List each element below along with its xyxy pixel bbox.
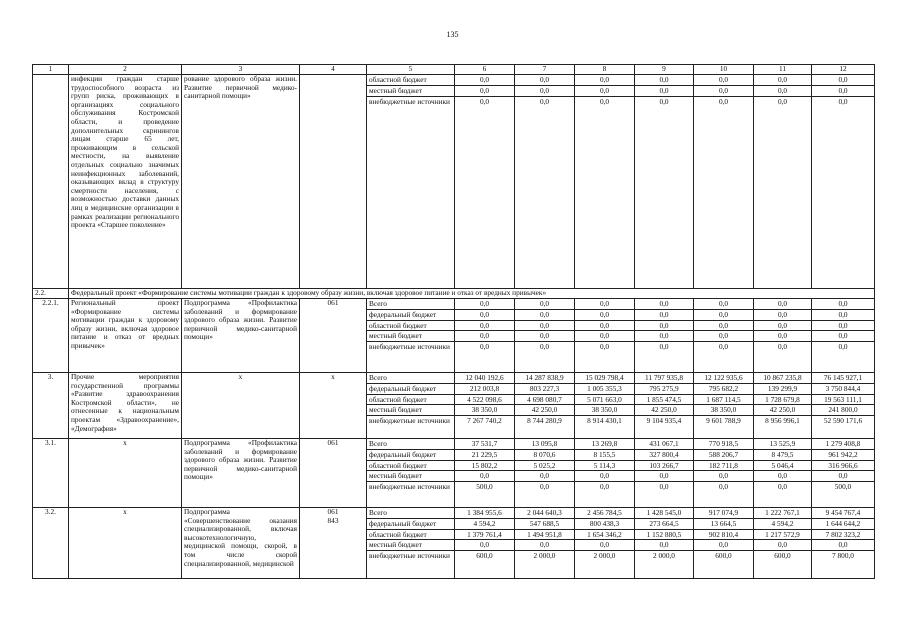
value-cell: 12 040 192,6 bbox=[455, 373, 514, 384]
value-cell: 0,0 bbox=[539, 342, 550, 352]
year-values bbox=[812, 439, 875, 508]
year-values bbox=[455, 508, 515, 579]
funding-source-label: областной бюджет bbox=[367, 530, 454, 541]
value-cell: 7 800,0 bbox=[832, 551, 854, 561]
header-cell: 5 bbox=[367, 65, 455, 75]
value-cell: 0,0 bbox=[575, 471, 634, 482]
value-cell: 1 384 955,6 bbox=[455, 508, 514, 519]
value-cell: 0,0 bbox=[659, 342, 669, 352]
header-cell: 1 bbox=[33, 65, 69, 75]
value-cell: 1 654 346,2 bbox=[575, 530, 634, 541]
value-cell: 21 229,5 bbox=[455, 450, 514, 461]
value-cell: 37 531,7 bbox=[455, 439, 514, 450]
value-cell: 0,0 bbox=[694, 310, 753, 321]
value-cell: 0,0 bbox=[455, 321, 514, 332]
value-cell: 1 279 408,8 bbox=[812, 439, 874, 450]
value-cell: 2 456 784,5 bbox=[575, 508, 634, 519]
value-cell: 0,0 bbox=[777, 482, 788, 492]
row-number bbox=[33, 75, 69, 289]
value-cell: 4 594,2 bbox=[455, 519, 514, 530]
value-cell: 0,0 bbox=[812, 331, 874, 342]
value-cell: 0,0 bbox=[515, 331, 574, 342]
value-cell: 8 479,5 bbox=[754, 450, 811, 461]
value-cell: 9 104 935,4 bbox=[646, 416, 682, 426]
funding-source-label: внебюджетные источники bbox=[369, 482, 450, 492]
value-cell: 0,0 bbox=[838, 342, 848, 352]
year-values bbox=[575, 373, 635, 439]
year-values bbox=[812, 373, 875, 439]
value-cell: 795 275,9 bbox=[635, 384, 693, 395]
value-cell: 8 744 280,9 bbox=[527, 416, 562, 426]
funding-source-label: Всего bbox=[367, 373, 454, 384]
header-cell: 6 bbox=[455, 65, 515, 75]
header-cell: 10 bbox=[694, 65, 754, 75]
value-cell: 0,0 bbox=[635, 331, 693, 342]
year-values bbox=[754, 75, 812, 289]
funding-sources bbox=[367, 373, 455, 439]
program-name: Подпрограмма «Профилактика заболеваний и формирование здорового образа жизни. Развитие первичной медико-санитарной помощи» bbox=[182, 439, 300, 508]
value-cell: 0,0 bbox=[694, 471, 753, 482]
budget-code bbox=[300, 75, 367, 289]
program-name: рование здорового образа жизни. Развитие первичной медико-санитарной помощи» bbox=[182, 75, 300, 289]
year-values bbox=[694, 508, 754, 579]
value-cell: 2 044 640,3 bbox=[515, 508, 574, 519]
value-cell: 327 800,4 bbox=[635, 450, 693, 461]
value-cell: 9 454 767,4 bbox=[812, 508, 874, 519]
value-cell: 0,0 bbox=[838, 96, 848, 106]
value-cell: 38 350,0 bbox=[455, 405, 514, 416]
program-row bbox=[33, 508, 875, 579]
value-cell: 0,0 bbox=[635, 310, 693, 321]
year-values bbox=[575, 439, 635, 508]
value-cell: 0,0 bbox=[455, 471, 514, 482]
value-cell: 0,0 bbox=[754, 540, 811, 551]
funding-source-label: внебюджетные источники bbox=[369, 96, 450, 106]
value-cell: 8 956 996,1 bbox=[765, 416, 800, 426]
value-cell: 1 687 114,5 bbox=[694, 395, 753, 406]
year-values bbox=[515, 373, 575, 439]
year-values bbox=[455, 75, 515, 289]
value-cell: 0,0 bbox=[812, 75, 874, 86]
value-cell: 316 966,6 bbox=[812, 461, 874, 472]
funding-sources bbox=[367, 299, 455, 373]
value-cell: 0,0 bbox=[575, 86, 634, 97]
value-cell: 3 750 844,4 bbox=[812, 384, 874, 395]
value-cell: 14 287 838,9 bbox=[515, 373, 574, 384]
value-cell: 0,0 bbox=[635, 86, 693, 97]
value-cell: 0,0 bbox=[455, 75, 514, 86]
value-cell: 961 942,2 bbox=[812, 450, 874, 461]
header-cell: 9 bbox=[635, 65, 694, 75]
budget-code: х bbox=[300, 373, 367, 439]
funding-source-label: местный бюджет bbox=[367, 86, 454, 97]
federal-project-title: Федеральный проект «Формирование системы мотивации граждан к здоровому образу жизни, включая здоровое питание и отказ от вредных привычек» bbox=[69, 289, 875, 299]
value-cell: 12 122 935,6 bbox=[694, 373, 753, 384]
funding-source-label: внебюджетные источники bbox=[369, 342, 450, 352]
year-values bbox=[754, 299, 812, 373]
value-cell: 0,0 bbox=[754, 299, 811, 310]
value-cell: 0,0 bbox=[754, 471, 811, 482]
year-values bbox=[812, 299, 875, 373]
year-values bbox=[455, 299, 515, 373]
value-cell: 770 918,5 bbox=[694, 439, 753, 450]
value-cell: 4 698 080,7 bbox=[515, 395, 574, 406]
value-cell: 0,0 bbox=[515, 75, 574, 86]
measure-name: инфекции граждан старше трудоспособного возраста из групп риска, проживающих в организациях социального обслуживания Костромской области, и проведение дополнительных скринингов лицам старше 65 лет, проживающим в сельской местности, на выявление отдельных социально значимых неинфекционных заболеваний, оказывающих вклад в структуру смертности населения, с возможностью доставки данных лиц в медицинские организации в рамках реализации регионального проекта «Старшее поколение» bbox=[69, 75, 182, 289]
value-cell: 38 350,0 bbox=[694, 405, 753, 416]
measure-name: Прочие мероприятия государственной программы «Развитие здравоохранения Костромской области», не отнесенные к национальным проектам «Здравоохранение», «Демография» bbox=[69, 373, 182, 439]
value-cell: 0,0 bbox=[515, 310, 574, 321]
federal-project-row bbox=[33, 289, 875, 299]
value-cell: 0,0 bbox=[659, 482, 669, 492]
value-cell: 0,0 bbox=[575, 321, 634, 332]
value-cell: 795 682,2 bbox=[694, 384, 753, 395]
value-cell: 5 025,2 bbox=[515, 461, 574, 472]
value-cell: 547 688,5 bbox=[515, 519, 574, 530]
value-cell: 902 810,4 bbox=[694, 530, 753, 541]
value-cell: 0,0 bbox=[812, 310, 874, 321]
value-cell: 0,0 bbox=[694, 540, 753, 551]
value-cell: 42 250,0 bbox=[635, 405, 693, 416]
value-cell: 0,0 bbox=[718, 96, 729, 106]
value-cell: 13 525,9 bbox=[754, 439, 811, 450]
value-cell: 13 095,8 bbox=[515, 439, 574, 450]
funding-source-label: внебюджетные источники bbox=[369, 551, 450, 561]
value-cell: 2 000,0 bbox=[653, 551, 675, 561]
value-cell: 1 217 572,9 bbox=[754, 530, 811, 541]
value-cell: 600,0 bbox=[774, 551, 791, 561]
year-values bbox=[635, 299, 694, 373]
year-values bbox=[635, 439, 694, 508]
year-values bbox=[812, 508, 875, 579]
funding-sources bbox=[367, 439, 455, 508]
value-cell: 15 029 798,4 bbox=[575, 373, 634, 384]
value-cell: 1 728 679,8 bbox=[754, 395, 811, 406]
funding-sources bbox=[367, 508, 455, 579]
value-cell: 9 601 788,9 bbox=[706, 416, 741, 426]
value-cell: 0,0 bbox=[694, 86, 753, 97]
value-cell: 8 155,5 bbox=[575, 450, 634, 461]
value-cell: 0,0 bbox=[599, 342, 610, 352]
value-cell: 0,0 bbox=[575, 331, 634, 342]
value-cell: 11 797 935,8 bbox=[635, 373, 693, 384]
funding-source-label: местный бюджет bbox=[367, 471, 454, 482]
value-cell: 241 800,0 bbox=[812, 405, 874, 416]
year-values bbox=[515, 75, 575, 289]
value-cell: 1 152 880,5 bbox=[635, 530, 693, 541]
value-cell: 0,0 bbox=[479, 342, 490, 352]
funding-source-label: областной бюджет bbox=[367, 395, 454, 406]
value-cell: 5 046,4 bbox=[754, 461, 811, 472]
year-values bbox=[635, 373, 694, 439]
value-cell: 0,0 bbox=[812, 321, 874, 332]
value-cell: 7 267 740,2 bbox=[467, 416, 502, 426]
column-number-row bbox=[33, 65, 875, 75]
budget-code: 061 bbox=[300, 439, 367, 508]
program-row bbox=[33, 439, 875, 508]
value-cell: 0,0 bbox=[812, 86, 874, 97]
row-number: 3.2. bbox=[33, 508, 69, 579]
value-cell: 0,0 bbox=[635, 471, 693, 482]
value-cell: 431 067,1 bbox=[635, 439, 693, 450]
value-cell: 0,0 bbox=[455, 540, 514, 551]
value-cell: 0,0 bbox=[515, 86, 574, 97]
value-cell: 0,0 bbox=[635, 75, 693, 86]
value-cell: 0,0 bbox=[694, 321, 753, 332]
year-values bbox=[455, 373, 515, 439]
value-cell: 0,0 bbox=[455, 299, 514, 310]
funding-source-label: федеральный бюджет bbox=[367, 519, 454, 530]
value-cell: 0,0 bbox=[812, 471, 874, 482]
value-cell: 0,0 bbox=[515, 540, 574, 551]
program-row bbox=[33, 299, 875, 373]
budget-code: 061 843 bbox=[300, 508, 367, 579]
funding-source-label: внебюджетные источники bbox=[369, 416, 450, 426]
header-cell: 11 bbox=[754, 65, 812, 75]
value-cell: 273 664,5 bbox=[635, 519, 693, 530]
row-number: 2.2. bbox=[33, 289, 69, 299]
program-name: х bbox=[182, 373, 300, 439]
year-values bbox=[455, 439, 515, 508]
year-values bbox=[754, 439, 812, 508]
funding-sources bbox=[367, 75, 455, 289]
program-name: Подпрограмма «Совершенствование оказания специализированной, включая высокотехнологичную, медицинской помощи, скорой, в том числе скорой специализированной, медицинской bbox=[182, 508, 300, 579]
value-cell: 0,0 bbox=[754, 75, 811, 86]
value-cell: 139 299,9 bbox=[754, 384, 811, 395]
funding-source-label: Всего bbox=[367, 439, 454, 450]
funding-source-label: областной бюджет bbox=[367, 321, 454, 332]
value-cell: 600,0 bbox=[715, 551, 732, 561]
header-cell: 2 bbox=[69, 65, 182, 75]
value-cell: 1 428 545,0 bbox=[635, 508, 693, 519]
value-cell: 0,0 bbox=[455, 331, 514, 342]
value-cell: 0,0 bbox=[777, 96, 788, 106]
value-cell: 0,0 bbox=[575, 75, 634, 86]
value-cell: 1 222 767,1 bbox=[754, 508, 811, 519]
value-cell: 500,0 bbox=[834, 482, 852, 492]
value-cell: 212 003,8 bbox=[455, 384, 514, 395]
value-cell: 8 914 430,1 bbox=[587, 416, 622, 426]
value-cell: 800 438,3 bbox=[575, 519, 634, 530]
funding-source-label: Всего bbox=[367, 299, 454, 310]
year-values bbox=[575, 299, 635, 373]
year-values bbox=[754, 373, 812, 439]
funding-source-label: Всего bbox=[367, 508, 454, 519]
value-cell: 0,0 bbox=[694, 299, 753, 310]
value-cell: 0,0 bbox=[659, 96, 669, 106]
budget-table bbox=[32, 64, 875, 579]
year-values bbox=[694, 299, 754, 373]
year-values bbox=[575, 508, 635, 579]
year-values bbox=[812, 75, 875, 289]
value-cell: 1 855 474,5 bbox=[635, 395, 693, 406]
row-number: 3. bbox=[33, 373, 69, 439]
year-values bbox=[515, 508, 575, 579]
measure-name: х bbox=[69, 508, 182, 579]
value-cell: 0,0 bbox=[539, 96, 550, 106]
value-cell: 0,0 bbox=[718, 342, 729, 352]
value-cell: 0,0 bbox=[754, 310, 811, 321]
funding-source-label: местный бюджет bbox=[367, 405, 454, 416]
funding-source-label: федеральный бюджет bbox=[367, 384, 454, 395]
value-cell: 42 250,0 bbox=[754, 405, 811, 416]
value-cell: 917 074,9 bbox=[694, 508, 753, 519]
header-cell: 12 bbox=[812, 65, 875, 75]
value-cell: 0,0 bbox=[694, 75, 753, 86]
value-cell: 0,0 bbox=[599, 482, 610, 492]
value-cell: 76 145 927,1 bbox=[812, 373, 874, 384]
value-cell: 0,0 bbox=[694, 331, 753, 342]
year-values bbox=[515, 439, 575, 508]
year-values bbox=[635, 75, 694, 289]
year-values bbox=[635, 508, 694, 579]
value-cell: 0,0 bbox=[812, 299, 874, 310]
value-cell: 4 522 098,6 bbox=[455, 395, 514, 406]
header-cell: 3 bbox=[182, 65, 300, 75]
measure-name: Региональный проект «Формирование системы мотивации граждан к здоровому образу жизни, включая здоровое питание и отказ от вредных привычек» bbox=[69, 299, 182, 373]
value-cell: 5 114,3 bbox=[575, 461, 634, 472]
value-cell: 0,0 bbox=[635, 540, 693, 551]
year-values bbox=[575, 75, 635, 289]
value-cell: 0,0 bbox=[515, 321, 574, 332]
value-cell: 4 594,2 bbox=[754, 519, 811, 530]
funding-source-label: местный бюджет bbox=[367, 540, 454, 551]
value-cell: 0,0 bbox=[575, 299, 634, 310]
value-cell: 103 266,7 bbox=[635, 461, 693, 472]
program-name: Подпрограмма «Профилактика заболеваний и формирование здорового образа жизни. Развитие первичной медико-санитарной помощи» bbox=[182, 299, 300, 373]
value-cell: 15 802,2 bbox=[455, 461, 514, 472]
funding-source-label: местный бюджет bbox=[367, 331, 454, 342]
value-cell: 0,0 bbox=[599, 96, 610, 106]
value-cell: 1 644 644,2 bbox=[812, 519, 874, 530]
value-cell: 13 664,5 bbox=[694, 519, 753, 530]
year-values bbox=[754, 508, 812, 579]
value-cell: 1 494 951,8 bbox=[515, 530, 574, 541]
year-values bbox=[515, 299, 575, 373]
value-cell: 2 000,0 bbox=[533, 551, 556, 561]
year-values bbox=[694, 439, 754, 508]
value-cell: 1 379 761,4 bbox=[455, 530, 514, 541]
year-values bbox=[694, 75, 754, 289]
header-cell: 7 bbox=[515, 65, 575, 75]
value-cell: 2 000,0 bbox=[593, 551, 616, 561]
value-cell: 0,0 bbox=[754, 331, 811, 342]
value-cell: 0,0 bbox=[718, 482, 729, 492]
value-cell: 0,0 bbox=[575, 540, 634, 551]
measure-name: х bbox=[69, 439, 182, 508]
funding-source-label: областной бюджет bbox=[367, 461, 454, 472]
value-cell: 588 206,7 bbox=[694, 450, 753, 461]
value-cell: 0,0 bbox=[515, 471, 574, 482]
value-cell: 8 070,6 bbox=[515, 450, 574, 461]
program-row bbox=[33, 373, 875, 439]
value-cell: 0,0 bbox=[575, 310, 634, 321]
value-cell: 600,0 bbox=[476, 551, 493, 561]
value-cell: 182 711,8 bbox=[694, 461, 753, 472]
value-cell: 42 250,0 bbox=[515, 405, 574, 416]
row-number: 3.1. bbox=[33, 439, 69, 508]
value-cell: 52 590 171,6 bbox=[823, 416, 863, 426]
value-cell: 19 563 111,1 bbox=[812, 395, 874, 406]
header-cell: 8 bbox=[575, 65, 635, 75]
value-cell: 0,0 bbox=[754, 321, 811, 332]
value-cell: 0,0 bbox=[812, 540, 874, 551]
value-cell: 7 802 323,2 bbox=[812, 530, 874, 541]
row-number: 2.2.1. bbox=[33, 299, 69, 373]
budget-code: 061 bbox=[300, 299, 367, 373]
value-cell: 5 071 663,0 bbox=[575, 395, 634, 406]
header-cell: 4 bbox=[300, 65, 367, 75]
value-cell: 0,0 bbox=[754, 86, 811, 97]
value-cell: 0,0 bbox=[515, 299, 574, 310]
funding-source-label: федеральный бюджет bbox=[367, 450, 454, 461]
value-cell: 38 350,0 bbox=[575, 405, 634, 416]
value-cell: 0,0 bbox=[635, 321, 693, 332]
value-cell: 803 227,3 bbox=[515, 384, 574, 395]
value-cell: 500,0 bbox=[476, 482, 493, 492]
value-cell: 1 005 355,3 bbox=[575, 384, 634, 395]
value-cell: 0,0 bbox=[455, 86, 514, 97]
page-number: 135 bbox=[446, 30, 459, 39]
value-cell: 0,0 bbox=[455, 310, 514, 321]
funding-source-label: федеральный бюджет bbox=[367, 310, 454, 321]
funding-source-label: областной бюджет bbox=[367, 75, 454, 86]
value-cell: 0,0 bbox=[539, 482, 550, 492]
year-values bbox=[694, 373, 754, 439]
value-cell: 0,0 bbox=[635, 299, 693, 310]
value-cell: 13 269,8 bbox=[575, 439, 634, 450]
value-cell: 0,0 bbox=[479, 96, 490, 106]
program-row bbox=[33, 75, 875, 289]
value-cell: 0,0 bbox=[777, 342, 788, 352]
value-cell: 10 867 235,8 bbox=[754, 373, 811, 384]
